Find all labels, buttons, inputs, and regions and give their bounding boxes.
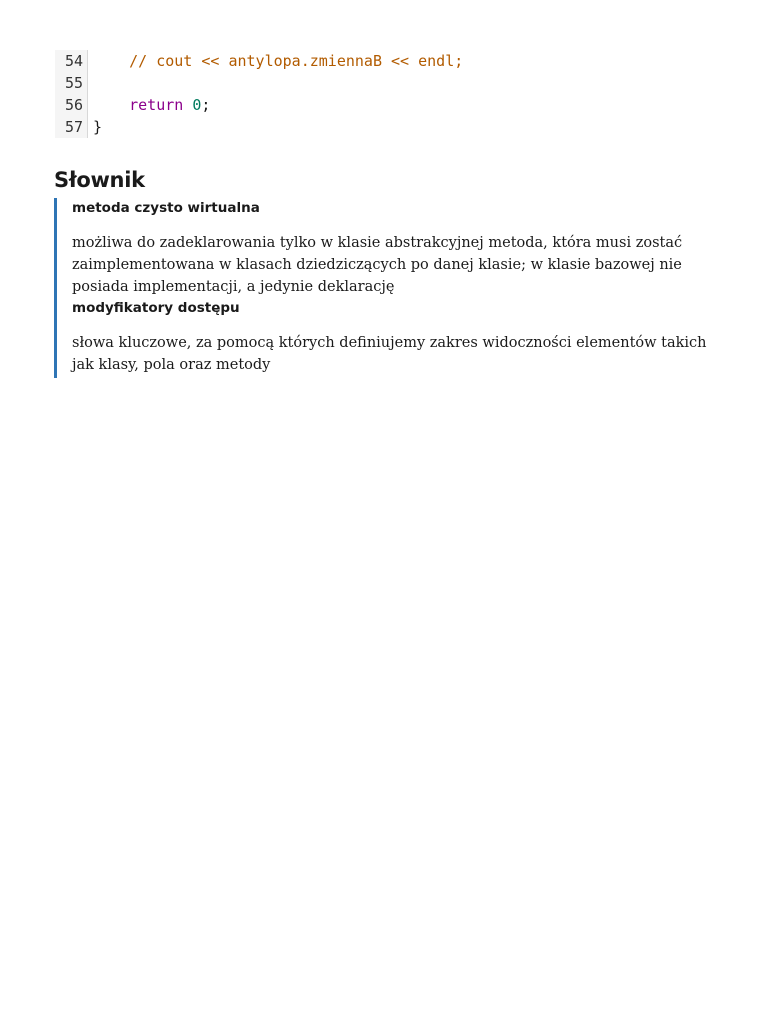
code-text: [88, 50, 463, 72]
glossary-list: [54, 198, 722, 378]
code-listing: [55, 50, 715, 138]
code-space: [183, 96, 192, 114]
line-number: 57: [55, 116, 88, 138]
code-line: [55, 116, 715, 138]
glossary-term: modyfikatory dostępu: [72, 300, 240, 316]
code-comment: // cout << antylopa.zmiennaB << endl;: [129, 52, 464, 70]
code-line: [55, 94, 715, 116]
code-text: [88, 72, 93, 94]
code-text: [88, 116, 102, 138]
code-text: [88, 94, 210, 116]
code-line: [55, 50, 715, 72]
glossary-definition: możliwa do zadeklarowania tylko w klasie abstrakcyjnej metoda, która musi zostać zaimplementowana w klasach dziedziczących po danej klasie; w klasie bazowej nie posiada implementacji, a jedynie deklarację: [72, 235, 683, 295]
code-indent: [93, 52, 129, 70]
code-punctuation: ;: [201, 96, 211, 114]
line-number: 55: [55, 72, 88, 94]
glossary-definition: słowa kluczowe, za pomocą których definiujemy zakres widoczności elementów takich jak klasy, pola oraz metody: [72, 335, 707, 373]
code-indent: [93, 96, 129, 114]
line-number: 54: [55, 50, 88, 72]
code-brace: }: [93, 118, 103, 136]
code-line: [55, 72, 715, 94]
glossary-term: metoda czysto wirtualna: [72, 200, 260, 216]
line-number: 56: [55, 94, 88, 116]
glossary-title: Słownik: [54, 168, 145, 192]
code-number: 0: [192, 96, 202, 114]
code-keyword: return: [129, 96, 184, 114]
